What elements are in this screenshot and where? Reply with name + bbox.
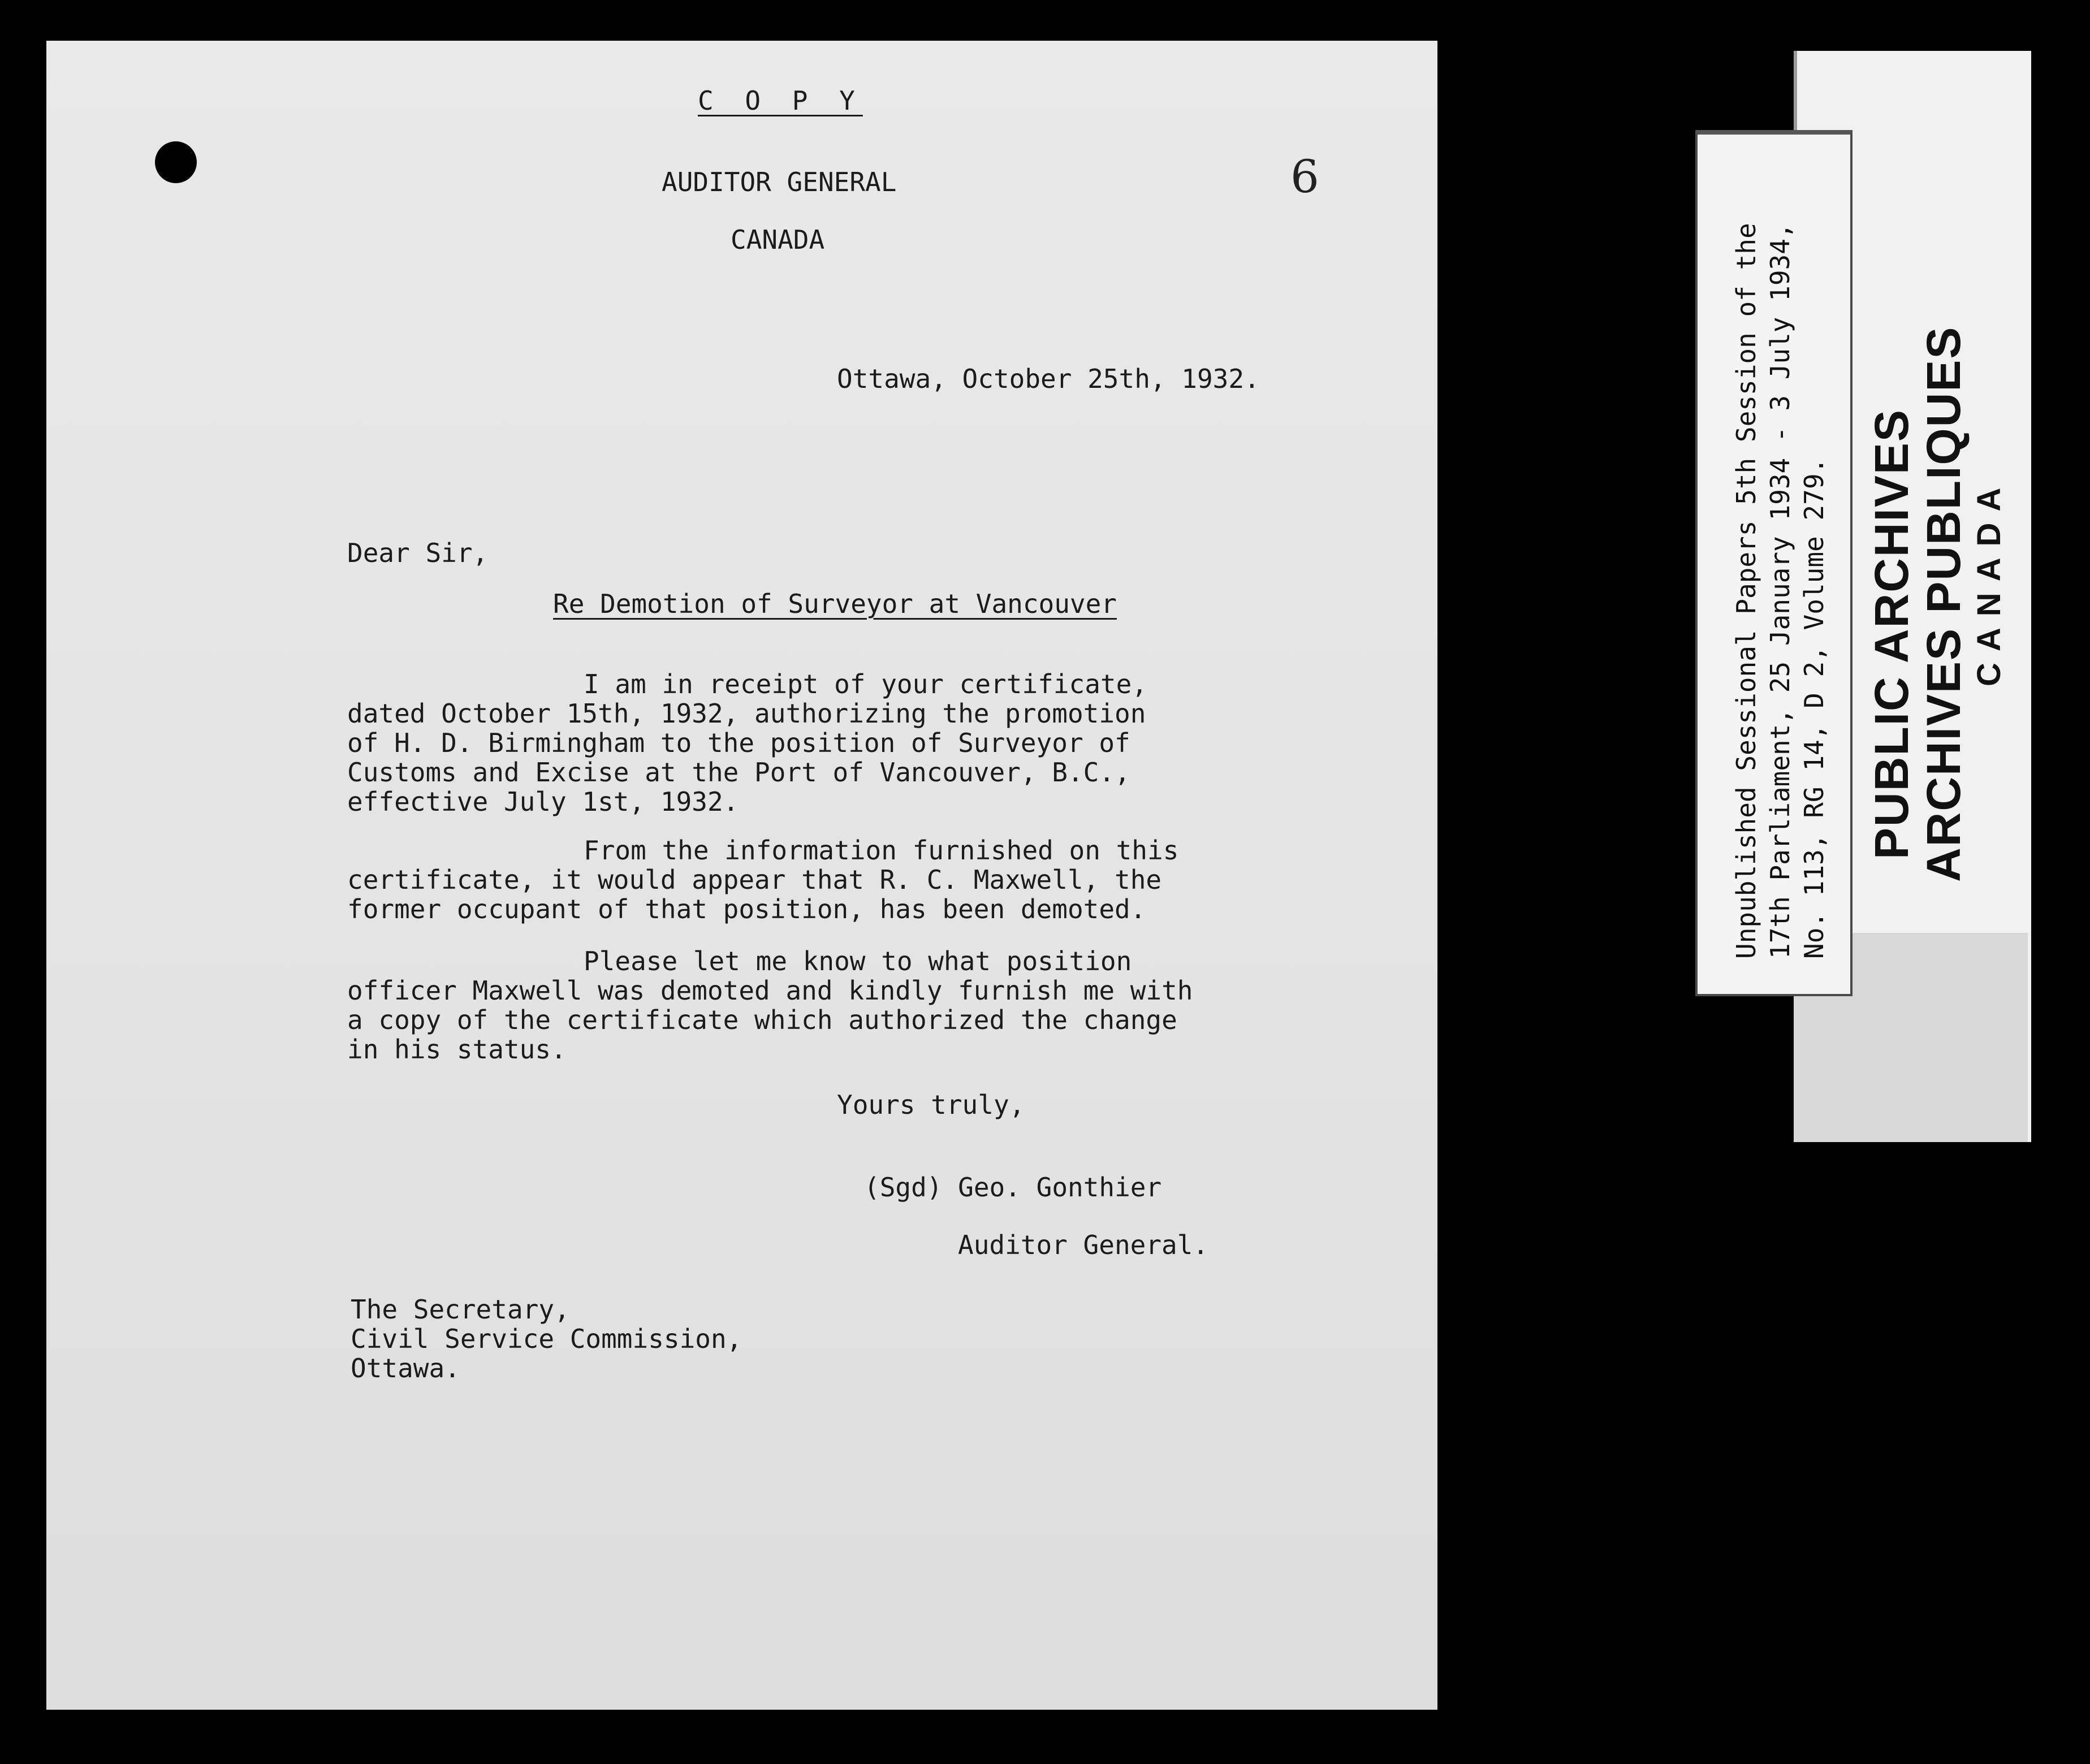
addressee-line: Ottawa. — [351, 1353, 460, 1383]
paragraph-line: dated October 15th, 1932, authorizing the promotion — [347, 698, 1146, 729]
signature: (Sgd) Geo. Gonthier — [864, 1172, 1162, 1203]
paragraph-line: in his status. — [347, 1034, 567, 1065]
paragraph-line: certificate, it would appear that R. C. Maxwell, the — [347, 864, 1162, 895]
archive-label-line: No. 113, RG 14, D 2, Volume 279. — [1799, 457, 1829, 959]
punch-hole — [155, 141, 197, 183]
paragraph-line: of H. D. Birmingham to the position of Surveyor of — [347, 728, 1130, 758]
paragraph-line: I am in receipt of your certificate, — [584, 669, 1147, 699]
closing: Yours truly, — [837, 1089, 1025, 1120]
paragraph-line: Please let me know to what position — [584, 946, 1132, 976]
archive-label-line: Unpublished Sessional Papers 5th Session of the — [1731, 223, 1761, 959]
archive-stamp-line2: ARCHIVES PUBLIQUES — [1917, 326, 1970, 882]
copy-mark: C O P Y — [698, 85, 863, 116]
archive-label-line: 17th Parliament, 25 January 1934 - 3 July 1934, — [1765, 223, 1795, 959]
addressee-line: The Secretary, — [351, 1294, 570, 1325]
paragraph-line: former occupant of that position, has been demoted. — [347, 894, 1146, 924]
paragraph-line: Customs and Excise at the Port of Vancouver, B.C., — [347, 757, 1130, 788]
signer-title: Auditor General. — [958, 1230, 1209, 1260]
addressee-line: Civil Service Commission, — [351, 1324, 742, 1354]
letter-page — [46, 41, 1437, 1710]
letterhead-title: AUDITOR GENERAL — [662, 167, 897, 197]
paragraph-line: a copy of the certificate which authorized the change — [347, 1005, 1177, 1035]
letterhead-country: CANADA — [731, 224, 825, 255]
paragraph-line: officer Maxwell was demoted and kindly furnish me with — [347, 975, 1193, 1006]
subject-line: Re Demotion of Surveyor at Vancouver — [553, 589, 1117, 619]
archive-stamp-line1: PUBLIC ARCHIVES — [1865, 409, 1918, 859]
salutation: Dear Sir, — [347, 538, 489, 568]
letter-date: Ottawa, October 25th, 1932. — [837, 364, 1260, 394]
paragraph-line: effective July 1st, 1932. — [347, 786, 739, 817]
paragraph-line: From the information furnished on this — [584, 835, 1179, 866]
page-number: 6 — [1290, 150, 1319, 203]
archive-stamp-country: CANADA — [1971, 476, 2007, 686]
